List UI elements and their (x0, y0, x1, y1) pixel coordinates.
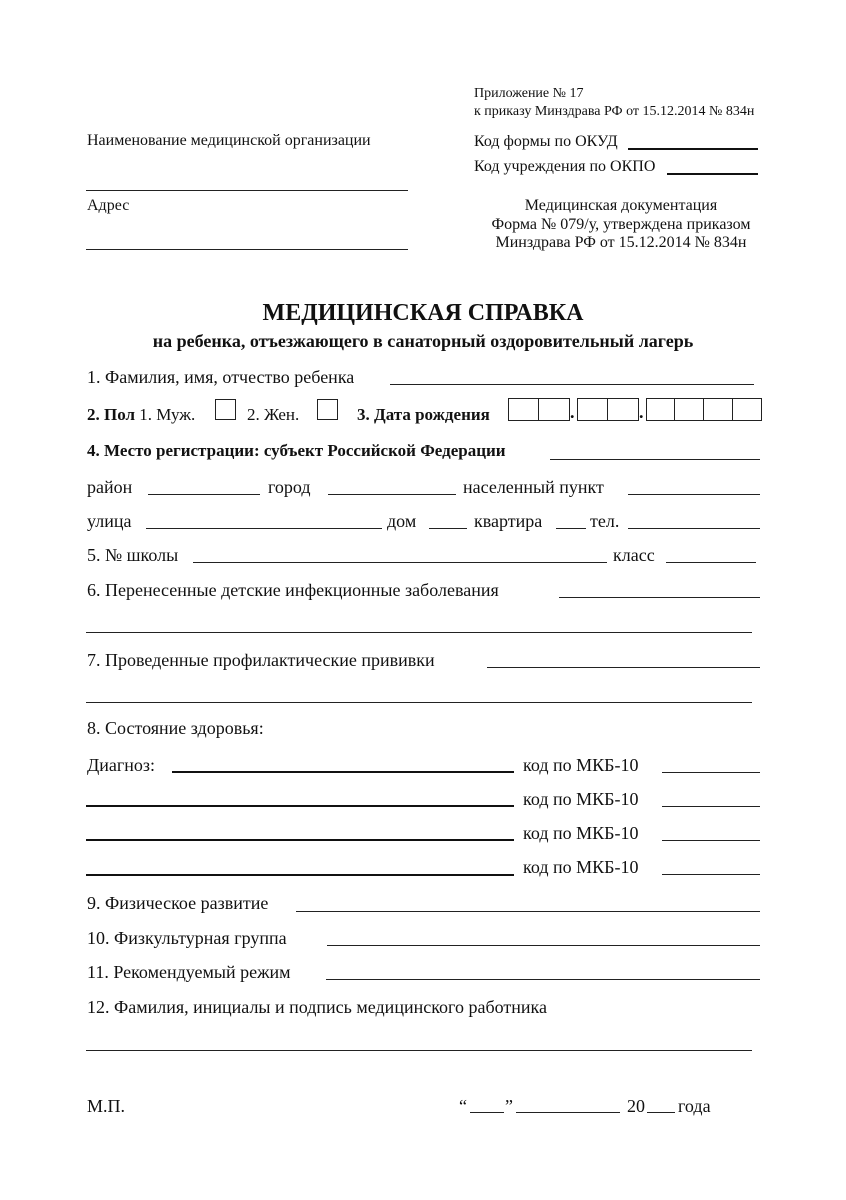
pe-group-label: 10. Физкультурная группа (87, 928, 287, 948)
appendix-line1: Приложение № 17 (474, 86, 584, 101)
icd-code-field[interactable] (662, 874, 760, 875)
page-subtitle: на ребенка, отъезжающего в санаторный оздоровительный лагерь (152, 331, 694, 351)
regime-label: 11. Рекомендуемый режим (87, 962, 291, 982)
sex-female-label: 2. Жен. (247, 405, 300, 424)
sex-male-label: 1. Муж. (139, 405, 196, 424)
city-field[interactable] (328, 494, 456, 495)
day-field[interactable] (470, 1112, 504, 1113)
okpo-field[interactable] (667, 173, 758, 175)
year-suffix: года (678, 1096, 711, 1116)
doc-type-line2: Форма № 079/у, утверждена приказом (491, 216, 751, 233)
appendix-line2: к приказу Минздрава РФ от 15.12.2014 № 834н (474, 104, 755, 119)
class-label: класс (613, 545, 655, 565)
org-name-field[interactable] (86, 190, 408, 191)
vaccinations-field[interactable] (487, 667, 760, 668)
diagnosis-field[interactable] (86, 874, 514, 876)
quote-close: ” (505, 1096, 513, 1116)
district-field[interactable] (148, 494, 260, 495)
region-field[interactable] (550, 459, 760, 460)
icd-code-field[interactable] (662, 772, 760, 773)
diagnosis-field[interactable] (86, 839, 514, 841)
page-title: МЕДИЦИНСКАЯ СПРАВКА (262, 300, 584, 326)
icd-code-field[interactable] (662, 840, 760, 841)
date-separator: . (639, 402, 644, 422)
physical-development-label: 9. Физическое развитие (87, 893, 269, 913)
org-name-label: Наименование медицинской организации (87, 132, 371, 149)
birth-month-cells[interactable] (577, 398, 639, 421)
health-label: 8. Состояние здоровья: (87, 718, 264, 738)
sex-male-checkbox[interactable] (215, 399, 236, 420)
school-label: 5. № школы (87, 545, 179, 565)
infections-field[interactable] (559, 597, 760, 598)
quote-open: “ (459, 1096, 467, 1116)
house-field[interactable] (429, 528, 467, 529)
okud-label: Код формы по ОКУД (474, 133, 618, 150)
regime-field[interactable] (326, 979, 760, 980)
apartment-field[interactable] (556, 528, 586, 529)
phone-label: тел. (590, 511, 620, 531)
vaccinations-label: 7. Проведенные профилактические прививки (87, 650, 435, 670)
year-prefix: 20 (627, 1096, 645, 1116)
pe-group-field[interactable] (327, 945, 760, 946)
street-field[interactable] (146, 528, 382, 529)
infections-field-cont[interactable] (86, 632, 752, 633)
sex-female-checkbox[interactable] (317, 399, 338, 420)
address-field[interactable] (86, 249, 408, 250)
icd-code-label: код по МКБ-10 (523, 755, 639, 775)
school-field[interactable] (193, 562, 607, 563)
diagnosis-field[interactable] (172, 771, 514, 773)
stamp-label: М.П. (87, 1096, 126, 1116)
street-label: улица (87, 511, 132, 531)
date-separator: . (570, 402, 575, 422)
class-field[interactable] (666, 562, 756, 563)
sex-label: 2. Пол (87, 405, 136, 424)
birth-year-cells[interactable] (646, 398, 762, 421)
child-name-label: 1. Фамилия, имя, отчество ребенка (87, 367, 355, 387)
medical-worker-label: 12. Фамилия, инициалы и подпись медицинского работника (87, 997, 547, 1017)
birth-date-label: 3. Дата рождения (357, 405, 490, 424)
icd-code-label: код по МКБ-10 (523, 823, 639, 843)
physical-development-field[interactable] (296, 911, 760, 912)
medical-worker-field[interactable] (86, 1050, 752, 1051)
phone-field[interactable] (628, 528, 760, 529)
district-label: район (87, 477, 133, 497)
icd-code-label: код по МКБ-10 (523, 789, 639, 809)
birth-day-cells[interactable] (508, 398, 570, 421)
city-label: город (268, 477, 311, 497)
child-name-field[interactable] (390, 384, 754, 385)
vaccinations-field-cont[interactable] (86, 702, 752, 703)
diagnosis-field[interactable] (86, 805, 514, 807)
month-field[interactable] (516, 1112, 620, 1113)
locality-field[interactable] (628, 494, 760, 495)
infections-label: 6. Перенесенные детские инфекционные заболевания (87, 580, 499, 600)
icd-code-label: код по МКБ-10 (523, 857, 639, 877)
icd-code-field[interactable] (662, 806, 760, 807)
locality-label: населенный пункт (463, 477, 604, 497)
okpo-label: Код учреждения по ОКПО (474, 158, 656, 175)
house-label: дом (387, 511, 417, 531)
diagnosis-label: Диагноз: (87, 755, 156, 775)
apartment-label: квартира (474, 511, 543, 531)
doc-type-line1: Медицинская документация (524, 197, 718, 214)
okud-field[interactable] (628, 148, 758, 150)
year-field[interactable] (647, 1112, 675, 1113)
doc-type-line3: Минздрава РФ от 15.12.2014 № 834н (495, 234, 747, 251)
registration-label: 4. Место регистрации: субъект Российской Федерации (87, 441, 506, 460)
address-label: Адрес (87, 197, 130, 214)
